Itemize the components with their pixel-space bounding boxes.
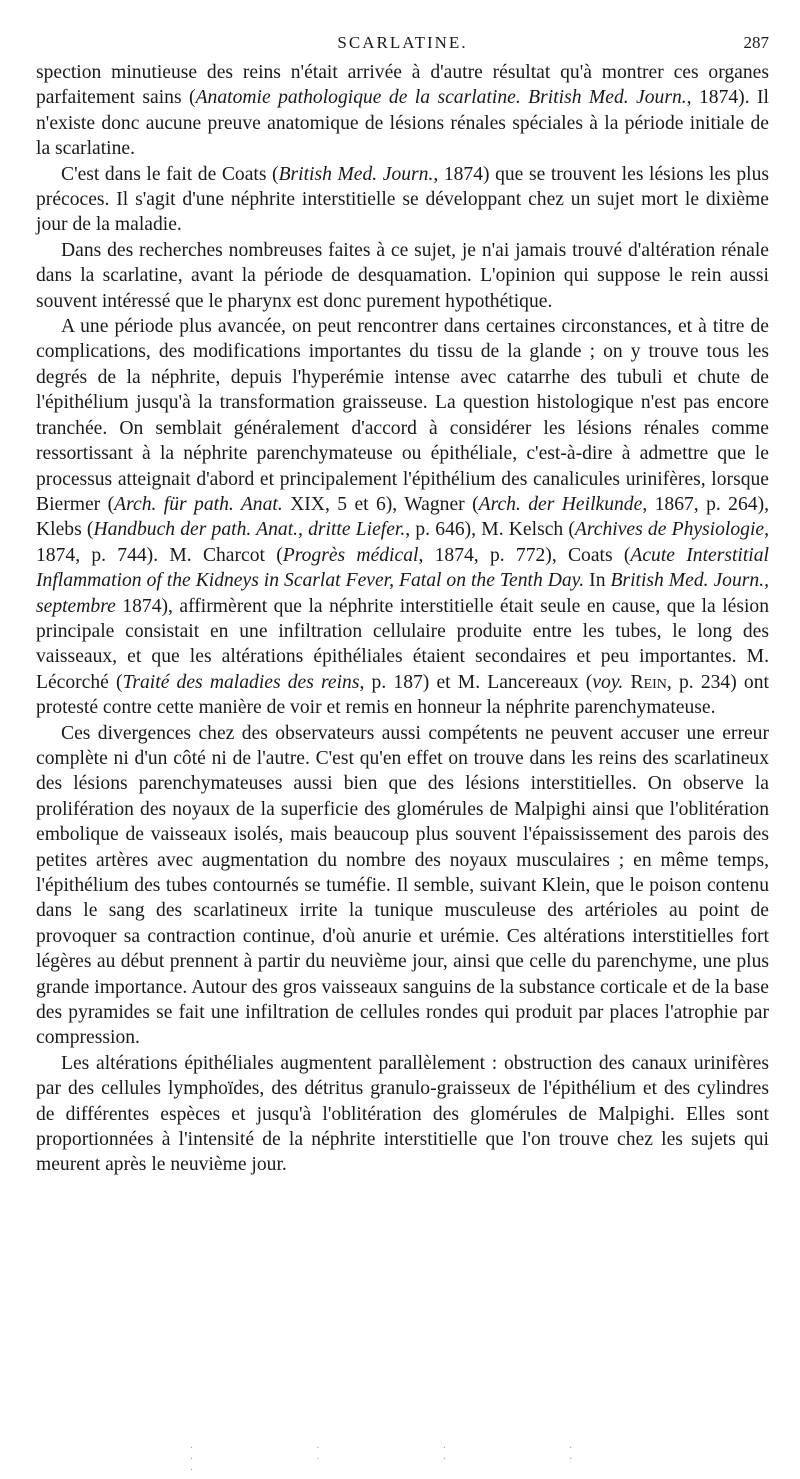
text: XIX, 5 et 6), Wagner ( [282,493,479,515]
paragraph-1 [36,60,769,162]
citation: Traité des maladies des reins [122,671,360,693]
paragraph-2 [36,162,769,238]
text: Dans des recherches nombreuses faites à ce sujet, je n'ai jamais trouvé d'altération rénale dans la scarlatine, avant la période de desquamation. L'opinion qui suppose le rein aussi souvent intéressé que le pharynx est donc purement hypothétique. [36,239,769,312]
text: , p. 187) et M. Lancereaux ( [359,671,593,693]
text: , 1874, p. 772), Coats ( [418,544,631,566]
page-header [36,30,769,60]
citation: British Med. Journ. [278,163,434,185]
text: Les altérations épithéliales augmentent parallèlement : obstruction des canaux urinifères par des cellules lymphoïdes, des détritus granulo-graisseux de l'épithélium et des cylindres de différentes espèces et jusqu'à l'oblitération des glomérules de Malpighi. Elles sont proportionnées à l'intensité de la néphrite interstitielle que l'on trouve chez les sujets qui meurent après le neuvième jour. [36,1052,769,1176]
text: , 1867, p. 264), Klebs ( [36,493,769,541]
text: , 1874, p. 744). M. Charcot ( [36,519,770,566]
text: , 1874). Il n'existe donc aucune preuve anatomique de lésions rénales spéciales à la période initiale de la scarlatine. [36,87,769,160]
paragraph-5 [36,721,769,1051]
running-title: SCARLATINE. [337,33,468,52]
citation: Acute Interstitial Inflammation of the Kidneys in Scarlat Fever, Fatal on the Tenth Day. [36,544,769,592]
text: A une période plus avancée, on peut rencontrer dans certaines circonstances, et à titre de complications, des modifications importantes du tissu de la glande ; on y trouve tous les degrés de la néphrite, depuis l'hyperémie intense avec catarrhe des tubuli et chute de l'épithélium jusqu'à la transformation graisseuse. La question histologique n'est pas encore tranchée. On semblait généralement d'accord à considérer les lésions rénales comme ressortissant à la néphrite parenchymateuse ou épithéliale, c'est-à-dire à admettre que le processus atteignait d'abord et principalement l'épithélium des canalicules urinifères, lorsque Biermer ( [36,316,769,515]
text: In [584,570,611,592]
text: C'est dans le fait de Coats ( [61,163,279,185]
text: , 1874) que se trouvent les lésions les plus précoces. Il s'agit d'une néphrite interstitielle se développant chez un sujet mort le dixième jour de la maladie. [36,163,769,236]
citation: Progrès médical [282,544,419,566]
citation: voy. [592,671,624,693]
citation: Arch. der Heilkunde [478,493,643,515]
text: Ces divergences chez des observateurs aussi compétents ne peuvent accuser une erreur complète ni d'un côté ni de l'autre. C'est qu'en effet on trouve dans les reins des scarlatineux des lésions parenchymateuses aussi bien que des lésions interstitielles. On observe la prolifération des noyaux de la superficie des glomérules de Malpighi ainsi que l'oblitération embolique de vaisseaux isolés, mais beaucoup plus souvent l'épaississement des parois des petites artères avec augmentation du nombre des noyaux musculaires ; en même temps, l'épithélium des tubes contournés se tuméfie. Il semble, suivant Klein, que le poison contenu dans le sang des scarlatineux irrite la tunique musculeuse des artérioles au point de provoquer sa contraction continue, d'où anurie et urémie. Ces altérations interstitielles fort légères au début prennent à partir du neuvième jour, ainsi que celle du parenchyme, une plus grande importance. Autour des gros vaisseaux sanguins de la substance corticale et de la base des pyramides se fait une infiltration de cellules rondes qui produit par places l'atrophie par compression. [36,722,769,1049]
citation: Anatomie pathologique de la scarlatine. British Med. Journ. [195,87,687,109]
page [36,30,769,1178]
small-caps-reference: Rein [630,671,667,693]
page-number: 287 [743,33,769,52]
citation: Archives de Physiologie [574,519,765,541]
page-bottom-specks: . . . . . . . . . [190,1440,633,1473]
paragraph-4 [36,314,769,721]
text: , p. 234) ont protesté contre cette manière de voir et remis en honneur la néphrite parenchymateuse. [36,671,769,719]
paragraph-6 [36,1051,769,1178]
text: 1874), affirmèrent que la néphrite interstitielle était seule en cause, que la lésion principale consistait en une infiltration cellulaire produite entre les tubes, le long des vaisseaux, et que les altérations épithéliales étaient secondaires et peu importantes. M. Lécorché ( [36,595,769,693]
text: spection minutieuse des reins n'était arrivée à d'autre résultat qu'à montrer ces organes parfaitement sains ( [36,62,769,109]
text: , p. 646), M. Kelsch ( [405,519,575,541]
citation: Handbuch der path. Anat., dritte Liefer. [93,519,406,541]
paragraph-3 [36,238,769,314]
citation: British Med. Journ., septembre [36,570,769,617]
citation: Arch. für path. Anat. [114,493,283,515]
text [623,672,630,693]
